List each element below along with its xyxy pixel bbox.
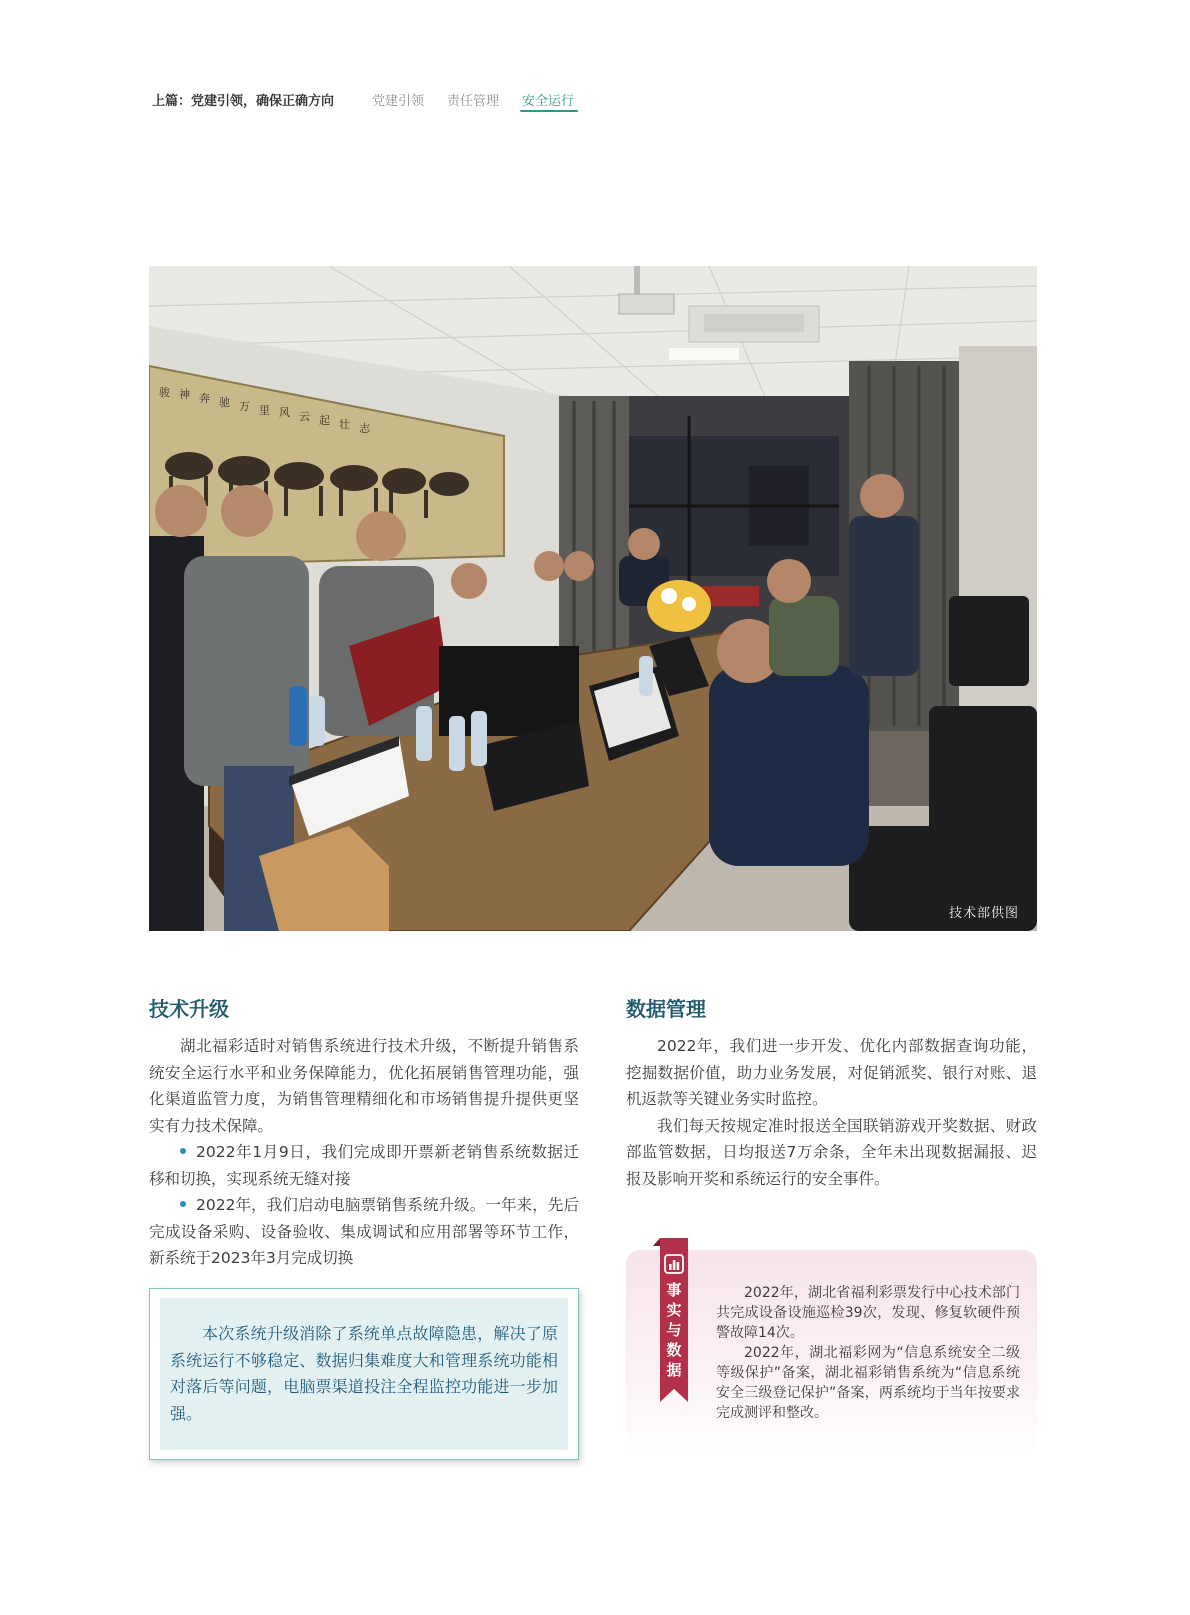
tab-responsibility[interactable]: 责任管理 bbox=[447, 94, 500, 109]
facts-paragraph-1: 2022年，湖北省福利彩票发行中心技术部门共完成设备设施巡检39次，发现、修复软硬件预警故障14次。 bbox=[716, 1285, 1020, 1341]
bullet-item-2 bbox=[149, 1192, 579, 1272]
svg-text:神: 神 bbox=[179, 388, 190, 401]
active-tab-underline bbox=[520, 110, 578, 112]
tab-safe-operation[interactable]: 安全运行 bbox=[522, 94, 575, 109]
section-title: 上篇：党建引领，确保正确方向 bbox=[152, 94, 335, 109]
tech-upgrade-heading: 技术升级 bbox=[149, 997, 229, 1021]
highlight-box bbox=[149, 1288, 579, 1460]
svg-text:壮: 壮 bbox=[339, 418, 350, 431]
photo-credit: 技术部供图 bbox=[948, 906, 1019, 921]
bullet-text-2: 2022年，我们启动电脑票销售系统升级。一年来，先后完成设备采购、设备验收、集成调试和应用部署等环节工作，新系统于2023年3月完成切换 bbox=[149, 1196, 579, 1267]
data-management-paragraph-2: 我们每天按规定准时报送全国联销游戏开奖数据、财政部监管数据，日均报送7万余条，全年未出现数据漏报、迟报及影响开奖和系统运行的安全事件。 bbox=[626, 1116, 1037, 1188]
data-management-paragraph-1: 2022年，我们进一步开发、优化内部数据查询功能，挖掘数据价值，助力业务发展，对促销派奖、银行对账、退机返款等关键业务实时监控。 bbox=[626, 1037, 1037, 1108]
svg-text:云: 云 bbox=[299, 410, 310, 423]
svg-text:风: 风 bbox=[279, 406, 290, 419]
bullet-dot-icon bbox=[180, 1148, 186, 1154]
bullet-dot-icon bbox=[180, 1201, 186, 1207]
svg-text:驰: 驰 bbox=[219, 396, 230, 409]
tech-upgrade-paragraph: 湖北福彩适时对销售系统进行技术升级，不断提升销售系统安全运行水平和业务保障能力，优化拓展销售管理功能，强化渠道监管力度，为销售管理精细化和市场销售提升提供更坚实有力技术保障。 bbox=[149, 1037, 579, 1135]
facts-text bbox=[716, 1283, 1020, 1423]
tab-party-building[interactable]: 党建引领 bbox=[372, 94, 425, 109]
data-management-heading: 数据管理 bbox=[626, 997, 706, 1021]
bullet-item-1 bbox=[149, 1139, 579, 1192]
svg-text:志: 志 bbox=[359, 422, 370, 435]
tech-upgrade-section bbox=[149, 995, 579, 1272]
facts-paragraph-2: 2022年，湖北福彩网为“信息系统安全二级等级保护”备案，湖北福彩销售系统为“信息系统安全三级登记保护”备案，两系统均于当年按要求完成测评和整改。 bbox=[716, 1345, 1020, 1421]
svg-text:骏: 骏 bbox=[159, 386, 170, 399]
svg-text:里: 里 bbox=[259, 404, 270, 417]
meeting-room-photo bbox=[149, 266, 1037, 931]
data-management-section bbox=[626, 995, 1037, 1192]
svg-text:起: 起 bbox=[319, 414, 330, 427]
facts-ribbon-label: 事 实 与 数 据 bbox=[666, 1281, 682, 1379]
bar-chart-icon bbox=[664, 1254, 684, 1274]
bullet-text-1: 2022年1月9日，我们完成即开票新老销售系统数据迁移和切换，实现系统无缝对接 bbox=[149, 1143, 579, 1188]
highlight-text: 本次系统升级消除了系统单点故障隐患，解决了原系统运行不够稳定、数据归集难度大和管理系统功能相对落后等问题，电脑票渠道投注全程监控功能进一步加强。 bbox=[170, 1324, 558, 1423]
svg-text:奔: 奔 bbox=[199, 392, 210, 405]
svg-text:万: 万 bbox=[239, 400, 250, 413]
ribbon-fold bbox=[653, 1238, 660, 1246]
